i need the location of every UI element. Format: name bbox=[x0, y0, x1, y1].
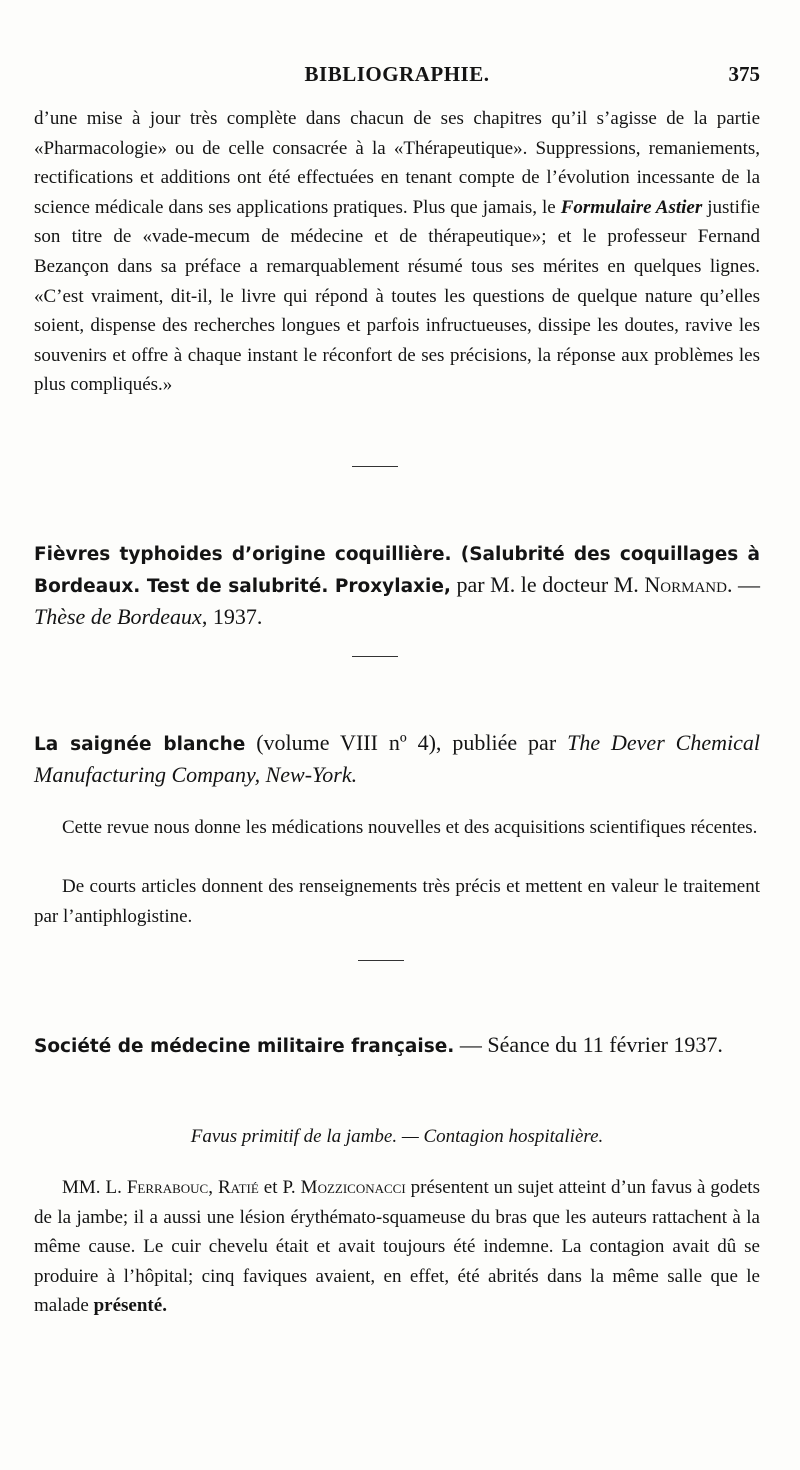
running-head-title: BIBLIOGRAPHIE. bbox=[304, 62, 490, 86]
page-number: 375 bbox=[728, 62, 760, 86]
author-ferrabouc: Ferrabouc bbox=[126, 1177, 209, 1198]
intro-book-title: Formulaire Astier bbox=[560, 196, 703, 218]
entry-societe-medecine bbox=[34, 1030, 760, 1062]
intro-text-2: justifie son titre de «vade-mecum de médecine et de thérapeutique»; et le professeur Fernand Bezançon dans sa préface a remarquablement résumé tous ses mérites en quelques lignes. «C’est vraiment, dit-il, le livre qui répond à toutes les questions de quelque nature qu’elles soient, dispense des recherches longues et parfois infructueuses, dissipe les doutes, ravive les souvenirs et offre à chaque instant le réconfort de ses précisions, la réponse aux problèmes les plus compliqués.» bbox=[34, 196, 760, 396]
section-divider bbox=[352, 466, 398, 467]
entry1-dash: . — bbox=[726, 572, 761, 597]
entry3-text-end: présenté. bbox=[93, 1295, 167, 1317]
entry3-sep-2: et P. bbox=[258, 1177, 301, 1198]
entry3-text-start: MM. L. bbox=[62, 1177, 127, 1198]
entry1-title: Fièvres typhoides d’origine coquillière. (Salubrité des coquillages à Bordeaux. Test de salubrité. Proxylaxie, bbox=[34, 544, 760, 597]
entry1-source: Thèse de Bordeaux bbox=[34, 604, 202, 629]
author-ratie: Ratié bbox=[217, 1177, 259, 1198]
entry2-paragraph-1: Cette revue nous donne les médications nouvelles et des acquisitions scientifiques récentes. bbox=[62, 817, 758, 838]
entry3-text-body: présentent un sujet atteint d’un favus à godets de la jambe; il a aussi une lésion érythémato-squameuse du bras que les auteurs rattachent à la même cause. Le cuir chevelu était et avait toujours été indemne. La contagion avait dû se produire à l’hôpital; cinq faviques avaient, en effet, été abrités dans la même salle que le malade bbox=[34, 1177, 760, 1317]
author-mozziconacci: Mozziconacci bbox=[300, 1177, 406, 1198]
entry-saignee-blanche bbox=[34, 728, 760, 790]
entry1-by: par M. le docteur M. bbox=[450, 572, 645, 597]
section-divider bbox=[358, 960, 404, 961]
entry-fievres-typhoides bbox=[34, 538, 760, 632]
entry2-volume: (volume VIII nº 4), publiée par bbox=[245, 730, 568, 755]
entry3-sep-1: , bbox=[208, 1177, 218, 1198]
intro-text-1: d’une mise à jour très complète dans chacun de ses chapitres qu’il s’agisse de la partie «Pharmacologie» ou de celle consacrée à la «Thérapeutique». Suppressions, remaniements, rectifications et additions ont été effectuées en tenant compte de l’évolution incessante de la science médicale dans ses applications pratiques. Plus que jamais, le bbox=[34, 108, 760, 218]
entry3-title: Société de médecine militaire française. bbox=[34, 1036, 455, 1057]
intro-paragraph bbox=[34, 104, 760, 400]
entry3-subtitle: Favus primitif de la jambe. — Contagion hospitalière. bbox=[190, 1126, 604, 1147]
entry3-paragraph bbox=[34, 1173, 760, 1321]
entry1-author: Normand bbox=[644, 572, 727, 597]
entry1-year: , 1937. bbox=[201, 604, 263, 629]
entry2-paragraph-2: De courts articles donnent des renseignements très précis et mettent en valeur le traitement par l’antiphlogistine. bbox=[34, 876, 760, 927]
running-head bbox=[34, 62, 760, 90]
section-divider bbox=[352, 656, 398, 657]
entry3-session: — Séance du 11 février 1937. bbox=[454, 1032, 723, 1057]
entry2-publisher: The Dever Chemical Manufacturing Company, New-York. bbox=[34, 730, 760, 787]
entry2-title: La saignée blanche bbox=[34, 734, 246, 755]
